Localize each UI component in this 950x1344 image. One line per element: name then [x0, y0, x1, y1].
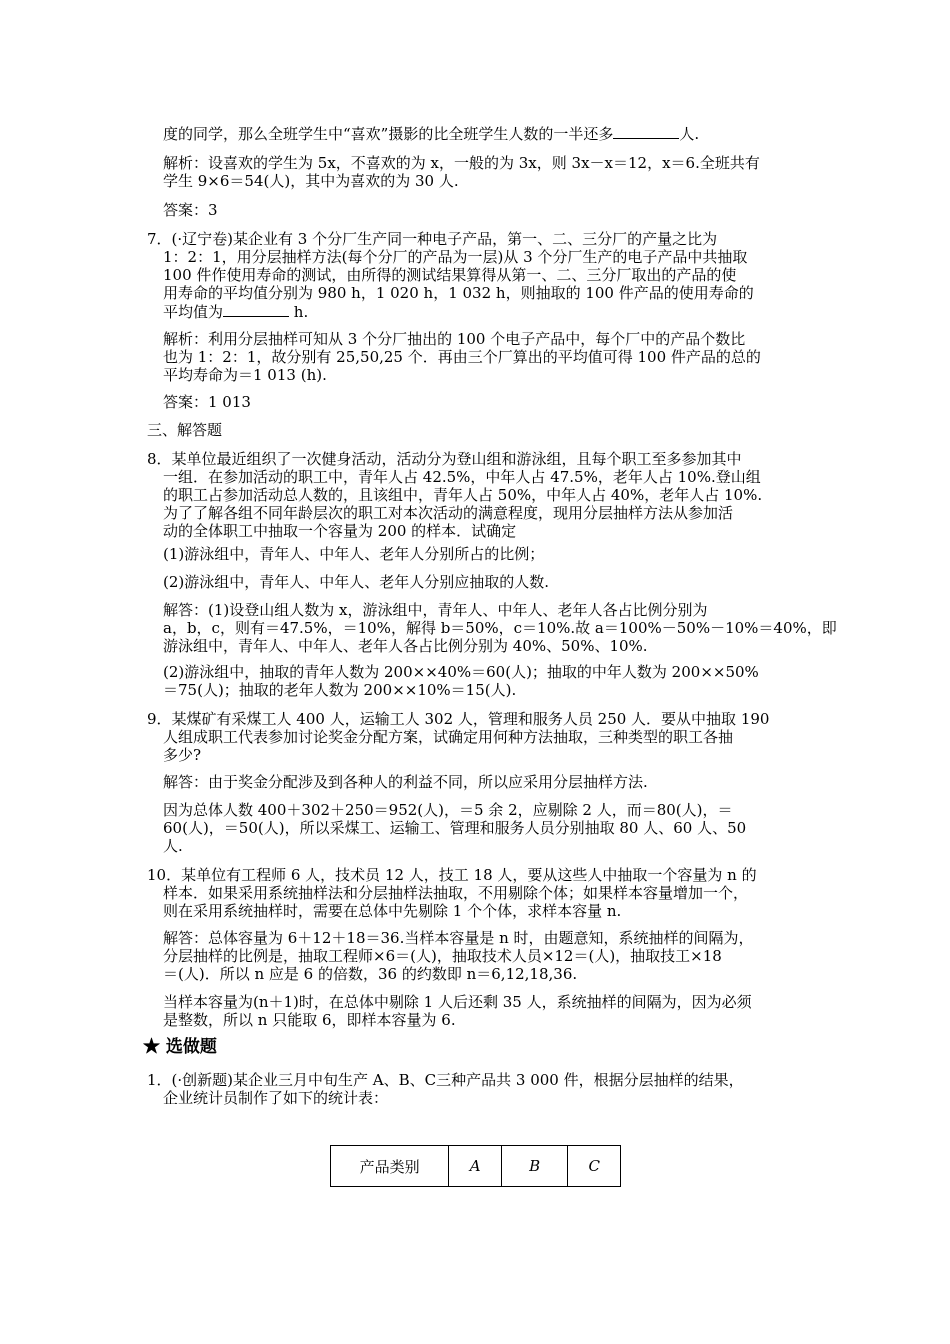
product-table: [330, 1145, 621, 1187]
table-header-cell: 产品类别: [331, 1146, 449, 1187]
q10-answer-line1: 解答：总体容量为 6＋12＋18＝36.当样本容量是 n 时，由题意知，系统抽样的间隔为，: [163, 929, 754, 947]
table-cell-a: A: [449, 1146, 502, 1187]
q10-answer-line2: 分层抽样的比例是，抽取工程师×6＝(人)，抽取技术人员×12＝(人)，抽取技工×18: [163, 947, 722, 965]
q8-line4: 为了了解各组不同年龄层次的职工对本次活动的满意程度，现用分层抽样方法从参加活: [163, 504, 734, 522]
q8-sub2: (2)游泳组中，青年人、中年人、老年人分别应抽取的人数.: [163, 573, 550, 591]
q7-analysis-line3: 平均寿命为＝1 013 (h).: [163, 366, 327, 384]
answer-blank: [613, 124, 679, 139]
q7-analysis-line1: 解析：利用分层抽样可知从 3 个分厂抽出的 100 个电子产品中，每个厂中的产品个数比: [163, 330, 746, 348]
q9-line2: 人组成职工代表参加讨论奖金分配方案，试确定用何种方法抽取，三种类型的职工各抽: [163, 728, 734, 746]
section-title: 三、解答题: [147, 421, 223, 439]
q8-answer-line3: 游泳组中，青年人、中年人、老年人各占比例分别为 40%、50%、10%.: [163, 637, 648, 655]
q7-line5: 平均值为 h.: [163, 303, 309, 321]
q8-line5: 动的全体职工中抽取一个容量为 200 的样本．试确定: [163, 522, 517, 540]
q9-answer-line3: 60(人)，＝50(人)，所以采煤工、运输工、管理和服务人员分别抽取 80 人、60 人、50: [163, 819, 747, 837]
optional-q1-line1: 1．(·创新题)某企业三月中旬生产 A、B、C三种产品共 3 000 件，根据分层抽样的结果，: [147, 1071, 744, 1089]
q7-answer: 答案：1 013: [163, 393, 251, 411]
q6-analysis-line1: 解析：设喜欢的学生为 5x，不喜欢的为 x，一般的为 3x，则 3x－x＝12，x＝6.全班共有: [163, 154, 760, 172]
table-cell-b: B: [501, 1146, 567, 1187]
q9-answer-line4: 人.: [163, 837, 183, 855]
table-cell-c: C: [568, 1146, 621, 1187]
q7-line3: 100 件作使用寿命的测试，由所得的测试结果算得从第一、二、三分厂取出的产品的使: [163, 266, 737, 284]
q7-line1: 7．(·辽宁卷)某企业有 3 个分厂生产同一种电子产品，第一、二、三分厂的产量之比为: [147, 230, 718, 248]
q7-line4: 用寿命的平均值分别为 980 h，1 020 h，1 032 h，则抽取的 100 件产品的使用寿命的: [163, 284, 754, 302]
q8-sub1: (1)游泳组中，青年人、中年人、老年人分别所占的比例；: [163, 545, 545, 563]
q10-answer-line4: 当样本容量为(n＋1)时，在总体中剔除 1 人后还剩 35 人，系统抽样的间隔为，因为必须: [163, 993, 752, 1011]
q9-line3: 多少?: [163, 746, 202, 764]
q8-answer-line2: a，b，c，则有＝47.5%，＝10%，解得 b＝50%，c＝10%.故 a＝100%－50%－10%＝40%，即: [163, 619, 837, 637]
q9-answer-line2: 因为总体人数 400＋302＋250＝952(人)，＝5 余 2，应剔除 2 人，而＝80(人)，＝: [163, 801, 733, 819]
q8-line2: 一组．在参加活动的职工中，青年人占 42.5%，中年人占 47.5%，老年人占 10%.登山组: [163, 468, 761, 486]
optional-q1-line2: 企业统计员制作了如下的统计表：: [163, 1089, 389, 1107]
q10-line1: 10．某单位有工程师 6 人，技术员 12 人，技工 18 人，要从这些人中抽取一个容量为 n 的: [147, 866, 757, 884]
q10-line3: 则在采用系统抽样时，需要在总体中先剔除 1 个个体，求样本容量 n.: [163, 902, 622, 920]
q9-answer-line1: 解答：由于奖金分配涉及到各种人的利益不同，所以应采用分层抽样方法.: [163, 773, 648, 791]
q7-analysis-line2: 也为 1：2：1，故分别有 25,50,25 个．再由三个厂算出的平均值可得 100 件产品的总的: [163, 348, 761, 366]
q7-line2: 1：2：1，用分层抽样方法(每个分厂的产品为一层)从 3 个分厂生产的电子产品中共抽取: [163, 248, 748, 266]
q10-line2: 样本．如果采用系统抽样法和分层抽样法抽取，不用剔除个体；如果样本容量增加一个，: [163, 884, 749, 902]
q8-answer-line1: 解答：(1)设登山组人数为 x，游泳组中，青年人、中年人、老年人各占比例分别为: [163, 601, 708, 619]
optional-section-title: ★ 选做题: [143, 1037, 217, 1057]
table-row: [331, 1146, 621, 1187]
q8-line1: 8．某单位最近组织了一次健身活动，活动分为登山组和游泳组，且每个职工至多参加其中: [147, 450, 742, 468]
q6-line1: 度的同学，那么全班学生中“喜欢”摄影的比全班学生人数的一半还多 人.: [163, 125, 700, 143]
answer-blank: [223, 302, 289, 317]
q8-answer-line5: ＝75(人)；抽取的老年人数为 200××10%＝15(人).: [163, 681, 517, 699]
q6-analysis-line2: 学生 9×6＝54(人)，其中为喜欢的为 30 人.: [163, 172, 459, 190]
q8-answer-line4: (2)游泳组中，抽取的青年人数为 200××40%＝60(人)；抽取的中年人数为 200××50%: [163, 663, 759, 681]
q10-answer-line5: 是整数，所以 n 只能取 6，即样本容量为 6.: [163, 1011, 456, 1029]
q8-line3: 的职工占参加活动总人数的，且该组中，青年人占 50%，中年人占 40%，老年人占 10%.: [163, 486, 763, 504]
q6-answer: 答案：3: [163, 201, 218, 219]
q10-answer-line3: ＝(人)．所以 n 应是 6 的倍数，36 的约数即 n＝6,12,18,36.: [163, 965, 578, 983]
q9-line1: 9．某煤矿有采煤工人 400 人，运输工人 302 人，管理和服务人员 250 人．要从中抽取 190: [147, 710, 770, 728]
